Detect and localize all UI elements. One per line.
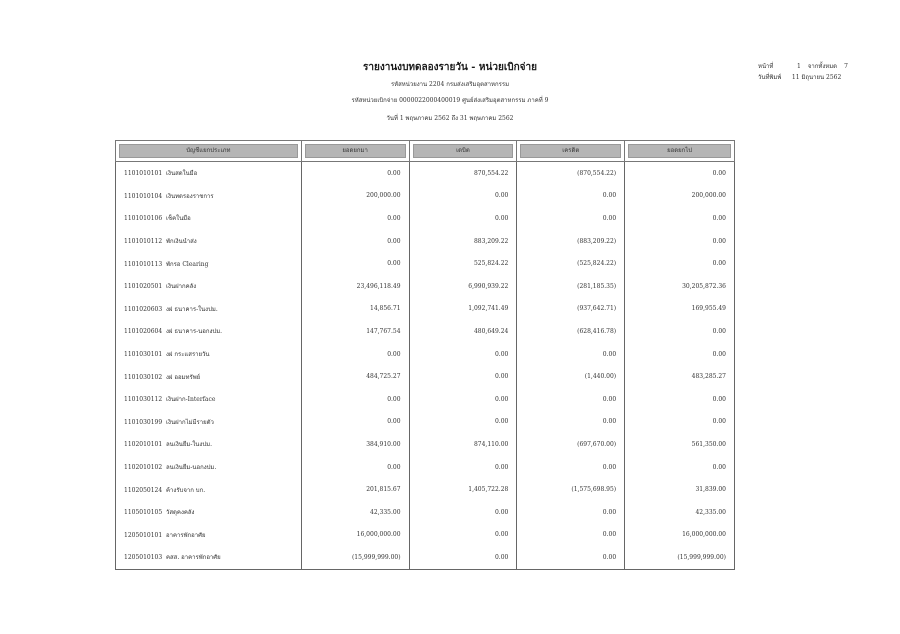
opening-balance-cell: (15,999,999.00) xyxy=(301,546,409,569)
account-cell xyxy=(116,388,302,411)
debit-cell: 1,405,722.28 xyxy=(409,478,517,501)
account-code: 1101010101 xyxy=(124,170,163,178)
closing-balance-cell: 0.00 xyxy=(625,207,735,230)
debit-cell: 0.00 xyxy=(409,388,517,411)
header-opening-balance: ยอดยกมา xyxy=(301,141,409,162)
account-code: 1101030112 xyxy=(124,396,163,404)
debit-cell: 480,649.24 xyxy=(409,320,517,343)
opening-balance-cell: 0.00 xyxy=(301,456,409,479)
opening-balance-cell: 384,910.00 xyxy=(301,433,409,456)
table-row xyxy=(116,275,735,298)
account-code: 1101030102 xyxy=(124,373,163,381)
account-code: 1105010105 xyxy=(124,509,163,517)
table-row xyxy=(116,524,735,547)
table-row xyxy=(116,230,735,253)
table-row xyxy=(116,501,735,524)
account-code: 1205010101 xyxy=(124,531,163,539)
total-pages: 7 xyxy=(844,63,848,70)
debit-cell: 6,990,939.22 xyxy=(409,275,517,298)
closing-balance-cell: 0.00 xyxy=(625,388,735,411)
account-name: งฝ ออมทรัพย์ xyxy=(166,373,201,381)
account-cell xyxy=(116,252,302,275)
closing-balance-cell: 0.00 xyxy=(625,456,735,479)
closing-balance-cell: 16,000,000.00 xyxy=(625,524,735,547)
account-name: เงินสดในมือ xyxy=(166,170,198,178)
agency-line: รหัสหน่วยงาน 2204 กรมส่งเสริมอุตสาหกรรม xyxy=(390,81,510,88)
page-info xyxy=(758,61,853,83)
account-code: 1205010103 xyxy=(124,554,163,562)
opening-balance-cell: 42,335.00 xyxy=(301,501,409,524)
credit-cell: 0.00 xyxy=(517,185,625,208)
opening-balance-cell: 16,000,000.00 xyxy=(301,524,409,547)
credit-cell: (1,440.00) xyxy=(517,365,625,388)
account-name: เงินฝากไม่มีรายตัว xyxy=(166,418,214,426)
debit-cell: 0.00 xyxy=(409,185,517,208)
account-cell xyxy=(116,433,302,456)
credit-cell: (628,416.78) xyxy=(517,320,625,343)
closing-balance-cell: 31,839.00 xyxy=(625,478,735,501)
opening-balance-cell: 0.00 xyxy=(301,388,409,411)
debit-cell: 525,824.22 xyxy=(409,252,517,275)
account-cell xyxy=(116,524,302,547)
account-name: เงินฝากคลัง xyxy=(166,283,197,291)
disbursing-unit-line: รหัสหน่วยเบิกจ่าย 0000022000400019 ศูนย์ส่งเสริมอุตสาหกรรม ภาคที่ 9 xyxy=(351,97,549,104)
account-code: 1101030199 xyxy=(124,418,163,426)
account-cell xyxy=(116,230,302,253)
closing-balance-cell: 0.00 xyxy=(625,343,735,366)
opening-balance-cell: 0.00 xyxy=(301,207,409,230)
credit-cell: (525,824.22) xyxy=(517,252,625,275)
credit-cell: (937,642.71) xyxy=(517,298,625,321)
account-name: งฝ กระแสรายวัน xyxy=(166,351,210,359)
account-name: ลนเงินยืม-นอกงปม. xyxy=(166,464,217,472)
account-cell xyxy=(116,411,302,434)
credit-cell: 0.00 xyxy=(517,546,625,569)
closing-balance-cell: 200,000.00 xyxy=(625,185,735,208)
closing-balance-cell: 0.00 xyxy=(625,320,735,343)
account-code: 1102010101 xyxy=(124,441,163,449)
debit-cell: 883,209.22 xyxy=(409,230,517,253)
account-cell xyxy=(116,546,302,569)
credit-cell: (870,554.22) xyxy=(517,162,625,185)
account-name: ลนเงินยืม-ในงปม. xyxy=(166,441,212,449)
opening-balance-cell: 14,856.71 xyxy=(301,298,409,321)
debit-cell: 0.00 xyxy=(409,456,517,479)
page-number: 1 xyxy=(797,63,801,70)
account-name: พักรอ Clearing xyxy=(166,260,209,268)
account-code: 1101010104 xyxy=(124,192,163,200)
closing-balance-cell: (15,999,999.00) xyxy=(625,546,735,569)
account-cell xyxy=(116,207,302,230)
account-name: เช็คในมือ xyxy=(166,215,191,223)
opening-balance-cell: 0.00 xyxy=(301,162,409,185)
debit-cell: 0.00 xyxy=(409,546,517,569)
credit-cell: 0.00 xyxy=(517,207,625,230)
table-row xyxy=(116,433,735,456)
account-code: 1101020604 xyxy=(124,328,163,336)
account-code: 1102010102 xyxy=(124,464,163,472)
account-cell xyxy=(116,185,302,208)
closing-balance-cell: 30,205,872.36 xyxy=(625,275,735,298)
account-code: 1101030101 xyxy=(124,351,163,359)
debit-cell: 874,110.00 xyxy=(409,433,517,456)
opening-balance-cell: 0.00 xyxy=(301,230,409,253)
credit-cell: 0.00 xyxy=(517,388,625,411)
debit-cell: 0.00 xyxy=(409,207,517,230)
account-code: 1101020501 xyxy=(124,283,163,291)
account-code: 1102050124 xyxy=(124,486,163,494)
account-name: เงินทดรองราชการ xyxy=(166,192,214,200)
credit-cell: (697,670.00) xyxy=(517,433,625,456)
table-row xyxy=(116,411,735,434)
account-name: อาคารพักอาศัย xyxy=(166,531,206,539)
page-label: หน้าที่ xyxy=(758,63,774,70)
header-credit: เครดิต xyxy=(517,141,625,162)
account-name: พักเงินนำส่ง xyxy=(166,238,197,246)
table-row xyxy=(116,546,735,569)
account-name: เงินฝาก-Interface xyxy=(166,396,216,404)
account-cell xyxy=(116,501,302,524)
table-row xyxy=(116,185,735,208)
print-date: 11 มิถุนายน 2562 xyxy=(791,74,842,81)
table-row xyxy=(116,207,735,230)
account-name: วัสดุคงคลัง xyxy=(166,509,195,517)
opening-balance-cell: 0.00 xyxy=(301,343,409,366)
opening-balance-cell: 23,496,118.49 xyxy=(301,275,409,298)
opening-balance-cell: 0.00 xyxy=(301,411,409,434)
table-row xyxy=(116,478,735,501)
credit-cell: (883,209.22) xyxy=(517,230,625,253)
account-cell xyxy=(116,365,302,388)
account-cell xyxy=(116,343,302,366)
opening-balance-cell: 200,000.00 xyxy=(301,185,409,208)
debit-cell: 0.00 xyxy=(409,524,517,547)
debit-cell: 0.00 xyxy=(409,343,517,366)
credit-cell: (1,575,698.95) xyxy=(517,478,625,501)
debit-cell: 1,092,741.49 xyxy=(409,298,517,321)
account-cell xyxy=(116,320,302,343)
credit-cell: 0.00 xyxy=(517,501,625,524)
table-row xyxy=(116,343,735,366)
table-row xyxy=(116,365,735,388)
table-row xyxy=(116,320,735,343)
opening-balance-cell: 484,725.27 xyxy=(301,365,409,388)
account-cell xyxy=(116,456,302,479)
closing-balance-cell: 0.00 xyxy=(625,230,735,253)
table-row xyxy=(116,298,735,321)
report-title: รายงานงบทดลองรายวัน - หน่วยเบิกจ่าย xyxy=(363,62,537,73)
opening-balance-cell: 201,815.67 xyxy=(301,478,409,501)
closing-balance-cell: 561,350.00 xyxy=(625,433,735,456)
closing-balance-cell: 483,285.27 xyxy=(625,365,735,388)
debit-cell: 870,554.22 xyxy=(409,162,517,185)
account-name: คสส. อาคารพักอาศัย xyxy=(166,554,221,562)
print-date-label: วันที่พิมพ์ xyxy=(758,74,782,81)
closing-balance-cell: 169,955.49 xyxy=(625,298,735,321)
debit-cell: 0.00 xyxy=(409,501,517,524)
account-code: 1101020603 xyxy=(124,305,163,313)
table-row xyxy=(116,456,735,479)
account-code: 1101010113 xyxy=(124,260,163,268)
credit-cell: 0.00 xyxy=(517,524,625,547)
closing-balance-cell: 42,335.00 xyxy=(625,501,735,524)
account-name: งฝ ธนาคาร-นอกงปม. xyxy=(166,328,223,336)
credit-cell: 0.00 xyxy=(517,456,625,479)
table-header-row xyxy=(116,141,735,162)
account-name: ค้างรับจาก บก. xyxy=(166,486,206,494)
table-row xyxy=(116,252,735,275)
credit-cell: (281,185.35) xyxy=(517,275,625,298)
account-code: 1101010106 xyxy=(124,215,163,223)
trial-balance-table xyxy=(115,140,735,570)
account-code: 1101010112 xyxy=(124,238,163,246)
credit-cell: 0.00 xyxy=(517,411,625,434)
closing-balance-cell: 0.00 xyxy=(625,411,735,434)
opening-balance-cell: 0.00 xyxy=(301,252,409,275)
account-name: งฝ ธนาคาร-ในงปม. xyxy=(166,305,218,313)
table-row xyxy=(116,388,735,411)
total-label: จากทั้งหมด xyxy=(807,63,838,70)
header-account: บัญชีแยกประเภท xyxy=(116,141,302,162)
closing-balance-cell: 0.00 xyxy=(625,252,735,275)
credit-cell: 0.00 xyxy=(517,343,625,366)
header-closing-balance: ยอดยกไป xyxy=(625,141,735,162)
account-cell xyxy=(116,275,302,298)
debit-cell: 0.00 xyxy=(409,365,517,388)
table-row xyxy=(116,162,735,185)
account-cell xyxy=(116,478,302,501)
debit-cell: 0.00 xyxy=(409,411,517,434)
period-line: วันที่ 1 พฤษภาคม 2562 ถึง 31 พฤษภาคม 2562 xyxy=(386,115,514,122)
closing-balance-cell: 0.00 xyxy=(625,162,735,185)
header-debit: เดบิต xyxy=(409,141,517,162)
opening-balance-cell: 147,767.54 xyxy=(301,320,409,343)
account-cell xyxy=(116,298,302,321)
account-cell xyxy=(116,162,302,185)
